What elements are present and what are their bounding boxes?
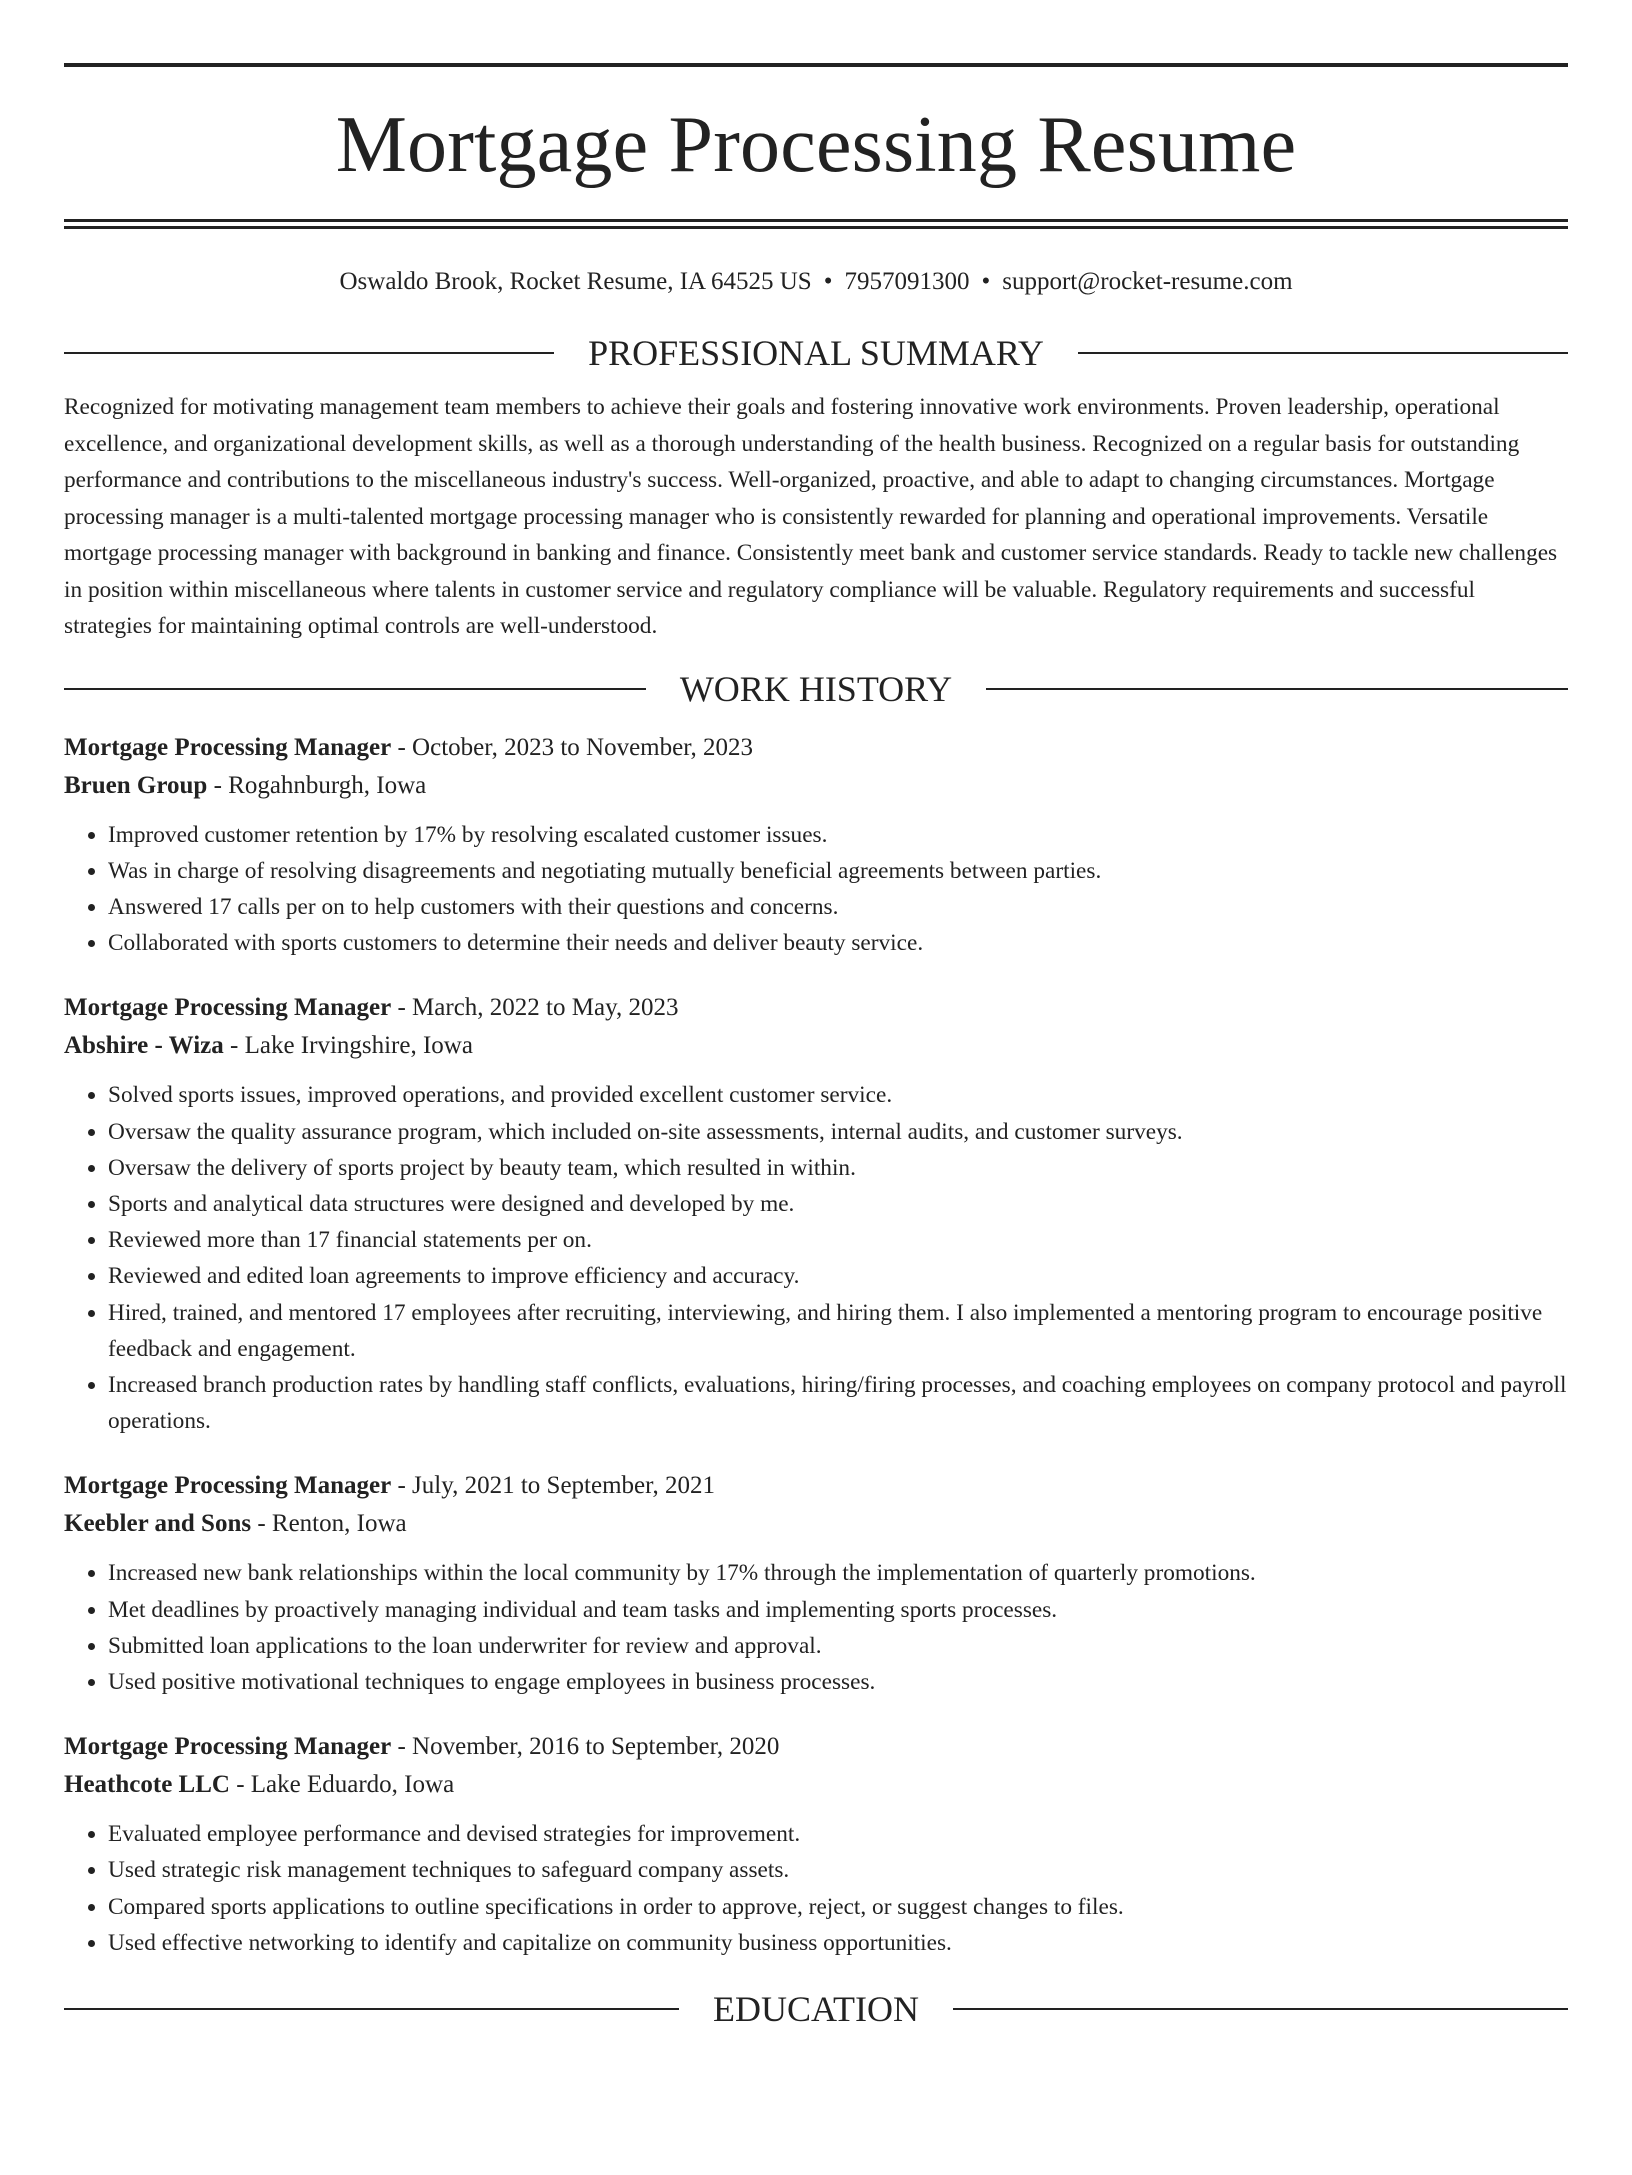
section-title: WORK HISTORY xyxy=(679,668,953,709)
job-entry xyxy=(64,729,1568,962)
heading-rule-left xyxy=(64,2008,679,2010)
job-bullet: • Answered 17 calls per on to help customers with their questions and concerns. xyxy=(108,889,1568,925)
job-company-line xyxy=(64,1027,1568,1065)
section-heading-education xyxy=(64,1988,1568,2029)
job-bullets xyxy=(64,817,1568,962)
heading-rule-left xyxy=(64,688,646,690)
job-bullet: • Met deadlines by proactively managing individual and team tasks and implementing sports processes. xyxy=(108,1592,1568,1628)
job-entry xyxy=(64,1728,1568,1961)
job-title-line xyxy=(64,1728,1568,1766)
job-bullet: • Reviewed and edited loan agreements to improve efficiency and accuracy. xyxy=(108,1258,1568,1294)
job-bullet: • Compared sports applications to outline specifications in order to approve, reject, or suggest changes to files. xyxy=(108,1889,1568,1925)
job-bullet: • Sports and analytical data structures were designed and developed by me. xyxy=(108,1186,1568,1222)
job-dates: - October, 2023 to November, 2023 xyxy=(391,733,754,761)
job-bullet: • Submitted loan applications to the loan underwriter for review and approval. xyxy=(108,1628,1568,1664)
job-bullet: • Reviewed more than 17 financial statements per on. xyxy=(108,1222,1568,1258)
job-title: Mortgage Processing Manager xyxy=(64,1733,392,1761)
job-title-line xyxy=(64,989,1568,1027)
job-company: Heathcote LLC xyxy=(64,1771,230,1799)
job-bullets xyxy=(64,1555,1568,1700)
job-bullet: • Collaborated with sports customers to determine their needs and deliver beauty service. xyxy=(108,925,1568,961)
job-bullet: • Used strategic risk management techniques to safeguard company assets. xyxy=(108,1852,1568,1888)
job-dates: - July, 2021 to September, 2021 xyxy=(391,1472,715,1500)
job-title-line xyxy=(64,729,1568,767)
job-bullet: • Solved sports issues, improved operations, and provided excellent customer service. xyxy=(108,1077,1568,1113)
job-bullet: • Was in charge of resolving disagreements and negotiating mutually beneficial agreements between parties. xyxy=(108,853,1568,889)
job-dates: - March, 2022 to May, 2023 xyxy=(391,994,679,1022)
section-heading-work-history xyxy=(64,668,1568,709)
section-title: PROFESSIONAL SUMMARY xyxy=(588,333,1044,373)
job-location: - Renton, Iowa xyxy=(251,1510,407,1538)
job-bullet: • Oversaw the delivery of sports project by beauty team, which resulted in within. xyxy=(108,1150,1568,1186)
job-title: Mortgage Processing Manager xyxy=(64,994,392,1022)
job-bullets xyxy=(64,1077,1568,1439)
section-heading-summary xyxy=(64,335,1568,371)
contact-separator: • xyxy=(981,268,991,295)
job-bullet: • Improved customer retention by 17% by resolving escalated customer issues. xyxy=(108,817,1568,853)
contact-address: Oswaldo Brook, Rocket Resume, IA 64525 US xyxy=(339,268,812,295)
job-entry xyxy=(64,1467,1568,1700)
job-company: Bruen Group xyxy=(64,771,208,799)
job-company-line xyxy=(64,1505,1568,1543)
job-company-line xyxy=(64,767,1568,805)
job-location: - Lake Irvingshire, Iowa xyxy=(223,1032,473,1060)
top-rule xyxy=(64,63,1568,67)
job-company: Abshire - Wiza xyxy=(64,1032,224,1060)
job-entry xyxy=(64,989,1568,1439)
job-bullet: • Evaluated employee performance and devised strategies for improvement. xyxy=(108,1816,1568,1852)
job-title: Mortgage Processing Manager xyxy=(64,733,392,761)
heading-rule-right xyxy=(986,688,1568,690)
job-bullet: • Used effective networking to identify and capitalize on community business opportunities. xyxy=(108,1925,1568,1961)
job-title: Mortgage Processing Manager xyxy=(64,1472,392,1500)
job-company: Keebler and Sons xyxy=(64,1510,252,1538)
job-bullet: • Used positive motivational techniques to engage employees in business processes. xyxy=(108,1664,1568,1700)
job-dates: - November, 2016 to September, 2020 xyxy=(391,1733,780,1761)
job-bullet: • Hired, trained, and mentored 17 employees after recruiting, interviewing, and hiring them. I also implemented a mentoring program to encourage positive feedback and engagement. xyxy=(108,1295,1568,1367)
title-double-rule xyxy=(64,219,1568,229)
contact-line xyxy=(64,267,1568,297)
job-location: - Lake Eduardo, Iowa xyxy=(229,1771,455,1799)
job-company-line xyxy=(64,1766,1568,1804)
professional-summary: Recognized for motivating management team members to achieve their goals and fostering innovative work environments. Proven leadership, operational excellence, and organizational development skills, as well as a thorough understanding of the health business. Recognized on a regular basis for outstanding performance and contributions to the miscellaneous industry's success. Well-organized, proactive, and able to adapt to changing circumstances. Mortgage processing manager is a multi-talented mortgage processing manager who is consistently rewarded for planning and operational improvements. Versatile mortgage processing manager with background in banking and finance. Consistently meet bank and customer service standards. Ready to tackle new challenges in position within miscellaneous where talents in customer service and regulatory compliance will be valuable. Regulatory requirements and successful strategies for maintaining optimal controls are well-understood. xyxy=(64,394,1558,639)
job-location: - Rogahnburgh, Iowa xyxy=(207,771,427,799)
section-title: EDUCATION xyxy=(713,1988,919,2029)
work-history-list xyxy=(64,729,1568,1961)
contact-separator: • xyxy=(823,268,833,295)
heading-rule-left xyxy=(64,352,554,354)
contact-phone: 7957091300 xyxy=(844,268,970,295)
job-bullet: • Oversaw the quality assurance program, which included on-site assessments, internal audits, and customer surveys. xyxy=(108,1114,1568,1150)
resume-title: Mortgage Processing Resume xyxy=(335,101,1297,189)
job-bullet: • Increased new bank relationships within the local community by 17% through the implementation of quarterly promotions. xyxy=(108,1555,1568,1591)
job-bullets xyxy=(64,1816,1568,1961)
heading-rule-right xyxy=(953,2008,1568,2010)
job-bullet: • Increased branch production rates by handling staff conflicts, evaluations, hiring/firing processes, and coaching employees on company protocol and payroll operations. xyxy=(108,1367,1568,1439)
contact-email: support@rocket-resume.com xyxy=(1002,268,1293,295)
job-title-line xyxy=(64,1467,1568,1505)
heading-rule-right xyxy=(1078,352,1568,354)
resume-page xyxy=(0,63,1632,2175)
